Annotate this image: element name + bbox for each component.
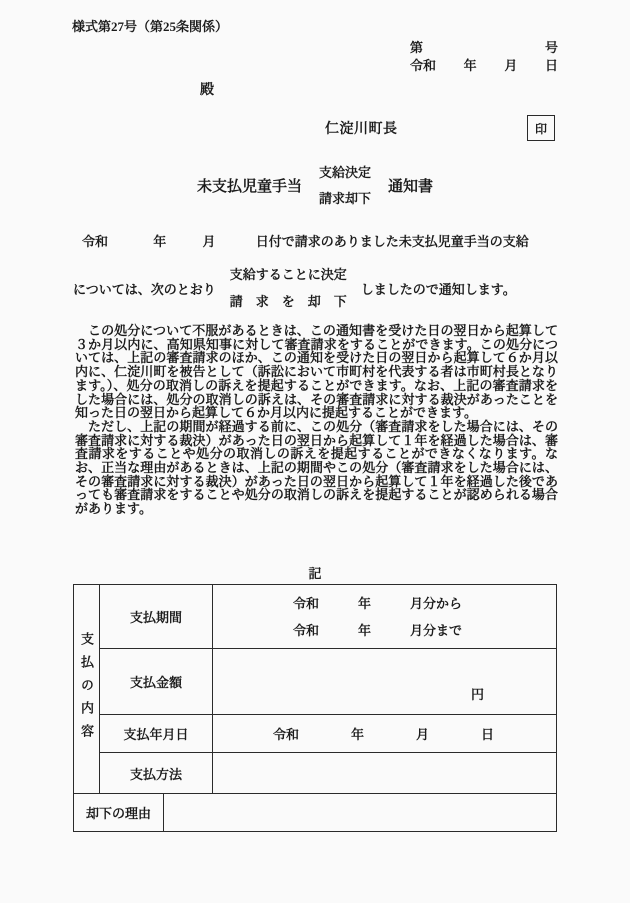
decision-option-reject: 請 求 を 却 下	[229, 294, 347, 309]
title-options	[319, 166, 371, 205]
payment-amount-value: 円	[213, 649, 557, 715]
doc-number-line	[410, 37, 558, 56]
seal-label: 印	[534, 121, 547, 136]
title-option-reject: 請求却下	[318, 190, 371, 206]
payment-date-label: 支払年月日	[100, 715, 213, 753]
title-option-grant: 支給決定	[318, 164, 371, 180]
table-row	[74, 753, 557, 794]
appeal-notice	[75, 324, 558, 516]
title-right: 通知書	[388, 178, 434, 195]
decision-right: しましたので通知します。	[360, 281, 516, 297]
date-era: 令和	[410, 58, 437, 73]
payment-period-value	[213, 585, 557, 649]
appeal-paragraph-2: ただし、上記の期間が経過する前に、この処分（審査請求をした場合には、その審査請求に対する裁決）があった日の翌日から起算して１年を経過した場合は、審査請求をすることや処分の取消しの訴えを提起することができなくなります。なお、正当な理由があるときは、上記の期間やこの処分（審査請求をした場合には、その審査請求に対する裁決）があった日の翌日から起算して１年を経過した後であっても審査請求をすることや処分の取消しの訴えを提起することが認められる場合があります。	[75, 418, 558, 517]
request-date-era: 令和	[82, 234, 109, 249]
payment-period-from: 令和 年 月分から	[293, 595, 463, 611]
row-group-label: 支払の内容	[74, 585, 100, 794]
payment-period-to: 令和 年 月分まで	[293, 622, 463, 638]
issue-date-line	[410, 55, 558, 74]
decision-options	[230, 268, 347, 308]
decision-line	[73, 264, 516, 312]
payment-period-label: 支払期間	[100, 585, 213, 649]
doc-number-prefix: 第	[410, 40, 424, 55]
payment-amount-label: 支払金額	[100, 649, 213, 715]
decision-left: については、次のとおり	[73, 281, 216, 297]
rejection-reason-value	[164, 794, 557, 832]
table-row	[74, 715, 557, 753]
request-date-month: 月	[202, 234, 216, 249]
date-month: 月	[504, 58, 518, 73]
addressee-honorific: 殿	[200, 83, 214, 98]
rejection-reason-label: 却下の理由	[74, 794, 164, 832]
table-row	[74, 794, 557, 832]
decision-option-grant: 支給することに決定	[229, 267, 347, 282]
date-day: 日	[544, 58, 558, 73]
payment-date-value: 令和 年 月 日	[213, 715, 557, 753]
date-year: 年	[463, 58, 477, 73]
document-title	[0, 163, 630, 207]
seal-box	[527, 115, 555, 141]
title-left: 未支払児童手当	[196, 178, 302, 195]
table-row	[74, 585, 557, 649]
appeal-paragraph-1: この処分について不服があるときは、この通知書を受けた日の翌日から起算して３か月以内に、高知県知事に対して審査請求をすることができます。この処分については、上記の審査請求のほか、この通知を受けた日の翌日から起算して６か月以内に、仁淀川町を被告として（訴訟において市町村を代表する者は市町村長となります。）、処分の取消しの訴えを提起することができます。なお、上記の審査請求をした場合には、処分の取消しの訴えは、その審査請求に対する裁決があったことを知った日の翌日から起算して６か月以内に提起することができます。	[75, 323, 558, 421]
payment-method-value	[213, 753, 557, 794]
doc-number-suffix: 号	[544, 40, 558, 55]
table-row	[74, 649, 557, 715]
issuer-name: 仁淀川町長	[325, 122, 398, 137]
payment-details-table	[73, 584, 557, 832]
request-date-line	[82, 231, 529, 250]
note-heading: 記	[308, 566, 322, 581]
request-date-rest: 日付で請求のありました未支払児童手当の支給	[255, 234, 529, 249]
form-number: 様式第27号（第25条関係）	[72, 19, 229, 34]
request-date-year: 年	[153, 234, 167, 249]
payment-method-label: 支払方法	[100, 753, 213, 794]
